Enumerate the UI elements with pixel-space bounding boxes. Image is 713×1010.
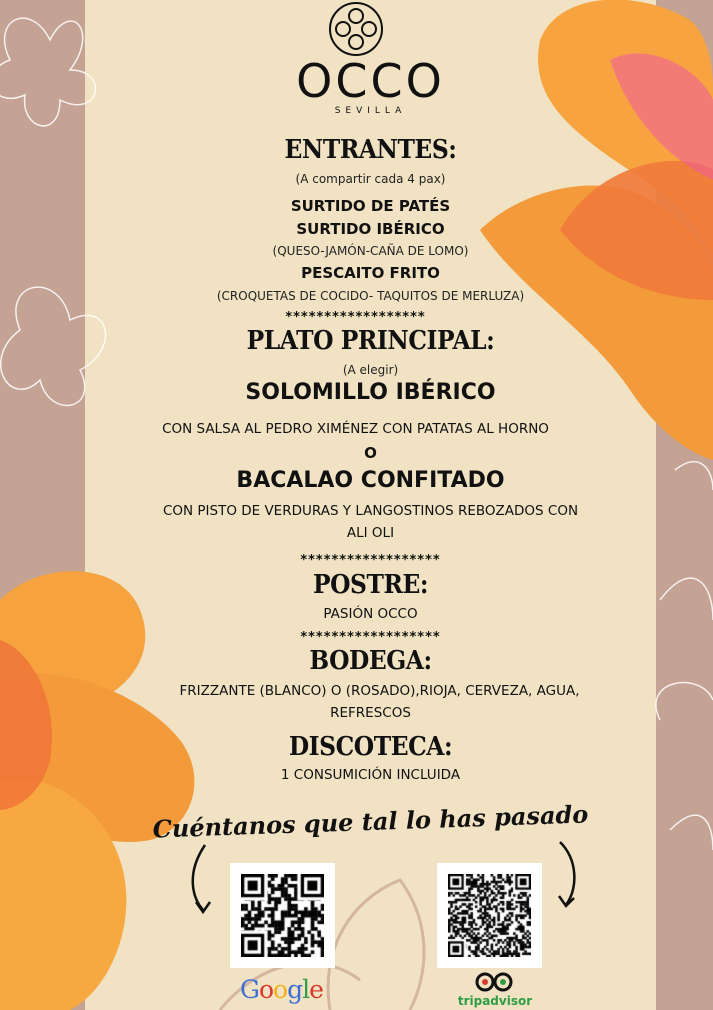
menu-item: PESCAITO FRITO: [301, 264, 440, 282]
principal-heading: PLATO PRINCIPAL:: [246, 326, 495, 356]
brand-city: SEVILLA: [334, 106, 407, 116]
item-description: CON SALSA AL PEDRO XIMÉNEZ CON PATATAS AL HORNO: [162, 421, 549, 437]
occo-logo-icon: [330, 3, 382, 55]
bodega-heading: BODEGA:: [309, 646, 432, 676]
tripadvisor-owl-icon: [474, 970, 514, 992]
item-note: (QUESO-JAMÓN-CAÑA DE LOMO): [272, 244, 469, 258]
tripadvisor-qr-code[interactable]: [437, 863, 542, 968]
discoteca-heading: DISCOTECA:: [288, 732, 453, 762]
entrantes-heading: ENTRANTES:: [284, 135, 457, 165]
separator: ******************: [300, 553, 441, 568]
menu-item: SURTIDO IBÉRICO: [296, 220, 445, 238]
menu-item: SURTIDO DE PATÉS: [290, 197, 451, 215]
menu-item: BACALAO CONFITADO: [236, 468, 505, 493]
postre-heading: POSTRE:: [312, 570, 429, 600]
item-description: CON PISTO DE VERDURAS Y LANGOSTINOS REBOZADOS CON: [162, 503, 579, 519]
review-prompt: Cuéntanos que tal lo has pasado: [152, 799, 589, 844]
menu-item: FRIZZANTE (BLANCO) O (ROSADO),RIOJA, CERVEZA, AGUA,: [179, 683, 580, 699]
item-description: ALI OLI: [346, 525, 395, 541]
tripadvisor-logo: tripadvisor: [457, 994, 533, 1008]
or-label: O: [364, 444, 377, 462]
menu-item: 1 CONSUMICIÓN INCLUIDA: [280, 767, 461, 783]
menu-item: SOLOMILLO IBÉRICO: [245, 380, 496, 405]
google-logo: Google: [240, 975, 323, 1004]
menu-item: PASIÓN OCCO: [323, 606, 418, 622]
item-note: (CROQUETAS DE COCIDO- TAQUITOS DE MERLUZA): [216, 289, 525, 303]
google-qr-code[interactable]: [230, 863, 335, 968]
separator: ******************: [300, 630, 441, 645]
separator: ******************: [285, 310, 426, 325]
menu-item: REFRESCOS: [330, 705, 411, 721]
entrantes-note: (A compartir cada 4 pax): [295, 172, 446, 186]
brand-name: OCCO: [296, 54, 445, 108]
principal-note: (A elegir): [342, 363, 399, 377]
